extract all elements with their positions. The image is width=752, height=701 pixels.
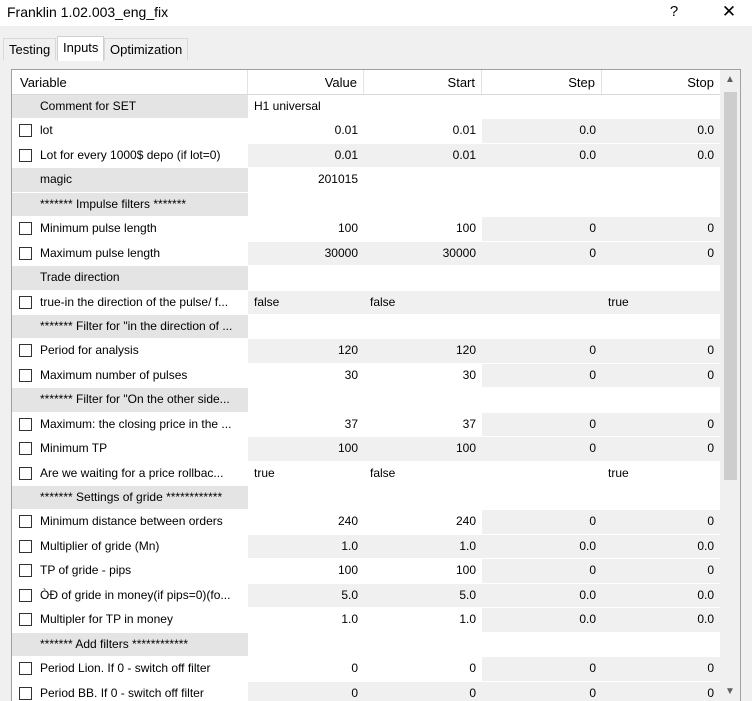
step-cell[interactable] (482, 388, 602, 411)
value-cell[interactable]: 240 (337, 514, 358, 529)
stop-cell[interactable]: 0.0 (602, 608, 720, 631)
start-cell[interactable]: 5.0 (364, 584, 482, 607)
step-cell[interactable] (482, 315, 602, 338)
start-cell[interactable]: 1.0 (364, 535, 482, 558)
table-row[interactable] (12, 193, 720, 217)
start-cell[interactable]: 240 (455, 514, 476, 529)
table-row[interactable] (12, 608, 720, 632)
variable-name: Minimum TP (40, 441, 108, 456)
step-cell[interactable]: 0 (482, 413, 602, 436)
help-button[interactable]: ? (669, 3, 679, 20)
inputs-table (11, 69, 741, 701)
tab-inputs[interactable]: Inputs (57, 36, 104, 61)
table-row[interactable] (12, 535, 720, 559)
value-cell[interactable]: 1.0 (341, 612, 358, 627)
table-row[interactable] (12, 682, 720, 701)
start-cell[interactable] (364, 315, 482, 338)
step-cell[interactable] (482, 462, 602, 485)
value-cell[interactable]: H1 universal (254, 99, 321, 113)
table-row[interactable] (12, 559, 720, 583)
step-cell[interactable] (482, 193, 602, 216)
stop-cell[interactable]: 0.0 (602, 144, 720, 167)
table-body (12, 95, 720, 701)
variable-name: ÒÐ of gride in money(if pips=0)(fo... (40, 587, 231, 602)
stop-cell[interactable]: 0 (602, 510, 720, 533)
value-cell[interactable] (248, 193, 364, 216)
variable-name: Lot for every 1000$ depo (if lot=0) (40, 147, 221, 162)
value-cell[interactable]: 100 (337, 221, 358, 236)
tab-optimization[interactable]: Optimization (104, 38, 188, 60)
stop-cell[interactable]: 0 (602, 413, 720, 436)
start-cell[interactable]: 100 (364, 437, 482, 460)
stop-cell[interactable]: 0 (602, 559, 720, 582)
value-cell[interactable] (248, 486, 364, 509)
stop-cell[interactable] (602, 486, 720, 509)
stop-cell[interactable] (602, 633, 720, 656)
step-cell[interactable]: 0 (482, 437, 602, 460)
table-row[interactable] (12, 266, 720, 290)
value-cell[interactable]: 0 (248, 682, 364, 701)
value-cell[interactable]: 100 (248, 437, 364, 460)
variable-name: Minimum pulse length (40, 221, 157, 236)
variable-name: Minimum distance between orders (40, 514, 223, 529)
stop-cell[interactable]: 0 (602, 437, 720, 460)
table-row[interactable] (12, 144, 720, 168)
stop-cell[interactable] (602, 315, 720, 338)
value-cell[interactable]: false (248, 291, 364, 314)
stop-cell[interactable]: 0 (602, 217, 720, 240)
value-cell[interactable]: 30000 (248, 242, 364, 265)
start-cell[interactable]: false (370, 465, 396, 480)
stop-cell[interactable]: 0 (602, 364, 720, 387)
table-row[interactable] (12, 462, 720, 486)
step-cell[interactable]: 0 (482, 242, 602, 265)
stop-cell[interactable] (602, 388, 720, 411)
stop-cell[interactable]: 0 (602, 242, 720, 265)
scroll-up-arrow-icon[interactable]: ▲ (725, 74, 735, 85)
variable-name: Period Lion. If 0 - switch off filter (40, 661, 211, 676)
value-cell[interactable]: 5.0 (248, 584, 364, 607)
tab-content (0, 60, 752, 701)
stop-cell[interactable]: 0.0 (602, 584, 720, 607)
stop-cell[interactable]: true (608, 465, 629, 480)
header-stop[interactable]: Stop (687, 75, 714, 90)
start-cell[interactable] (364, 633, 482, 656)
start-cell[interactable] (364, 95, 482, 118)
variable-name: Are we waiting for a price rollbac... (40, 465, 224, 480)
step-cell[interactable]: 0 (482, 657, 602, 680)
step-cell[interactable]: 0 (482, 559, 602, 582)
table-row[interactable] (12, 364, 720, 388)
value-cell[interactable]: true (254, 465, 275, 480)
header-variable[interactable]: Variable (12, 70, 248, 94)
start-cell[interactable]: 30 (462, 367, 476, 382)
variable-name: ******* Filter for "in the direction of ... (12, 315, 248, 338)
table-row[interactable] (12, 413, 720, 437)
step-cell[interactable]: 0.0 (482, 119, 602, 142)
table-row[interactable] (12, 657, 720, 681)
value-cell[interactable]: 0 (351, 661, 358, 676)
table-row[interactable] (12, 486, 720, 510)
header-start[interactable]: Start (364, 70, 482, 94)
variable-name: Multipler for TP in money (40, 612, 173, 627)
step-cell[interactable]: 0.0 (482, 144, 602, 167)
table-row[interactable] (12, 119, 720, 143)
step-cell[interactable] (482, 168, 602, 191)
variable-name: Period BB. If 0 - switch off filter (40, 685, 204, 700)
stop-cell[interactable]: true (602, 291, 720, 314)
table-row[interactable] (12, 168, 720, 192)
start-cell[interactable]: 0.01 (364, 144, 482, 167)
stop-cell[interactable] (602, 168, 720, 191)
variable-name: ******* Settings of gride ************ (12, 486, 248, 509)
value-cell[interactable]: 100 (337, 563, 358, 578)
start-cell[interactable]: 120 (364, 339, 482, 362)
table-row[interactable] (12, 95, 720, 119)
variable-name: Comment for SET (12, 95, 248, 118)
stop-cell[interactable]: 0 (602, 682, 720, 701)
stop-cell[interactable] (602, 95, 720, 118)
table-row[interactable] (12, 510, 720, 534)
step-cell[interactable]: 0 (482, 682, 602, 701)
start-cell[interactable] (364, 193, 482, 216)
variable-name: ******* Filter for "On the other side... (12, 388, 248, 411)
value-cell[interactable]: 1.0 (248, 535, 364, 558)
start-cell[interactable] (364, 486, 482, 509)
variable-name: Period for analysis (40, 343, 139, 358)
tab-testing[interactable]: Testing (3, 38, 56, 60)
table-row[interactable] (12, 437, 720, 461)
step-cell[interactable] (482, 291, 602, 314)
variable-name: true-in the direction of the pulse/ f... (40, 294, 229, 309)
table-row[interactable] (12, 388, 720, 412)
variable-name: Multiplier of gride (Mn) (40, 538, 160, 553)
value-cell[interactable]: 201015 (317, 172, 358, 187)
start-cell[interactable]: 30000 (364, 242, 482, 265)
variable-name: ******* Impulse filters ******* (12, 193, 248, 216)
vertical-scrollbar[interactable] (720, 70, 740, 701)
start-cell[interactable]: 0 (469, 661, 476, 676)
title-bar (0, 0, 752, 26)
start-cell[interactable] (364, 266, 482, 289)
value-cell[interactable] (248, 266, 364, 289)
start-cell[interactable]: 100 (455, 563, 476, 578)
scroll-down-arrow-icon[interactable]: ▼ (725, 686, 735, 697)
table-row[interactable] (12, 242, 720, 266)
start-cell[interactable]: 37 (462, 416, 476, 431)
variable-name: Trade direction (12, 266, 248, 289)
variable-name: Maximum: the closing price in the ... (40, 416, 232, 431)
stop-cell[interactable]: 0.0 (602, 535, 720, 558)
table-header (12, 70, 720, 95)
table-row[interactable] (12, 633, 720, 657)
variable-name: lot (40, 123, 53, 138)
variable-name: ******* Add filters ************ (12, 633, 248, 656)
stop-cell[interactable] (602, 193, 720, 216)
value-cell[interactable] (248, 315, 364, 338)
value-cell[interactable]: 0.01 (334, 123, 358, 138)
value-cell[interactable]: 37 (344, 416, 358, 431)
value-cell[interactable]: 30 (344, 367, 358, 382)
value-cell[interactable] (248, 388, 364, 411)
value-cell[interactable]: 120 (248, 339, 364, 362)
header-value[interactable]: Value (248, 70, 364, 94)
step-cell[interactable]: 0.0 (482, 584, 602, 607)
table-row[interactable] (12, 339, 720, 363)
window-title: Franklin 1.02.003_eng_fix (7, 4, 169, 20)
tab-strip (0, 26, 752, 62)
scroll-thumb[interactable] (724, 92, 737, 480)
table-row[interactable] (12, 291, 720, 315)
variable-name: magic (12, 168, 248, 191)
stop-cell[interactable]: 0.0 (602, 119, 720, 142)
step-cell[interactable]: 0 (482, 217, 602, 240)
stop-cell[interactable]: 0 (602, 339, 720, 362)
table-row[interactable] (12, 584, 720, 608)
start-cell[interactable]: 0.01 (452, 123, 476, 138)
start-cell[interactable] (364, 388, 482, 411)
start-cell[interactable]: 1.0 (459, 612, 476, 627)
variable-name: TP of gride - pips (40, 563, 132, 578)
variable-name: Maximum pulse length (40, 245, 161, 260)
variable-name: Maximum number of pulses (40, 367, 188, 382)
table-row[interactable] (12, 217, 720, 241)
start-cell[interactable]: 100 (455, 221, 476, 236)
value-cell[interactable]: 0.01 (248, 144, 364, 167)
step-cell[interactable]: 0 (482, 339, 602, 362)
start-cell[interactable]: false (364, 291, 482, 314)
step-cell[interactable]: 0.0 (482, 535, 602, 558)
close-button[interactable]: ✕ (721, 2, 737, 21)
start-cell[interactable] (364, 168, 482, 191)
stop-cell[interactable]: 0 (602, 657, 720, 680)
step-cell[interactable] (482, 486, 602, 509)
stop-cell[interactable] (602, 266, 720, 289)
start-cell[interactable]: 0 (364, 682, 482, 701)
step-cell[interactable] (482, 266, 602, 289)
header-step[interactable]: Step (482, 70, 602, 94)
step-cell[interactable]: 0 (482, 364, 602, 387)
value-cell[interactable] (248, 633, 364, 656)
step-cell[interactable]: 0.0 (482, 608, 602, 631)
step-cell[interactable]: 0 (482, 510, 602, 533)
step-cell[interactable] (482, 95, 602, 118)
table-row[interactable] (12, 315, 720, 339)
step-cell[interactable] (482, 633, 602, 656)
